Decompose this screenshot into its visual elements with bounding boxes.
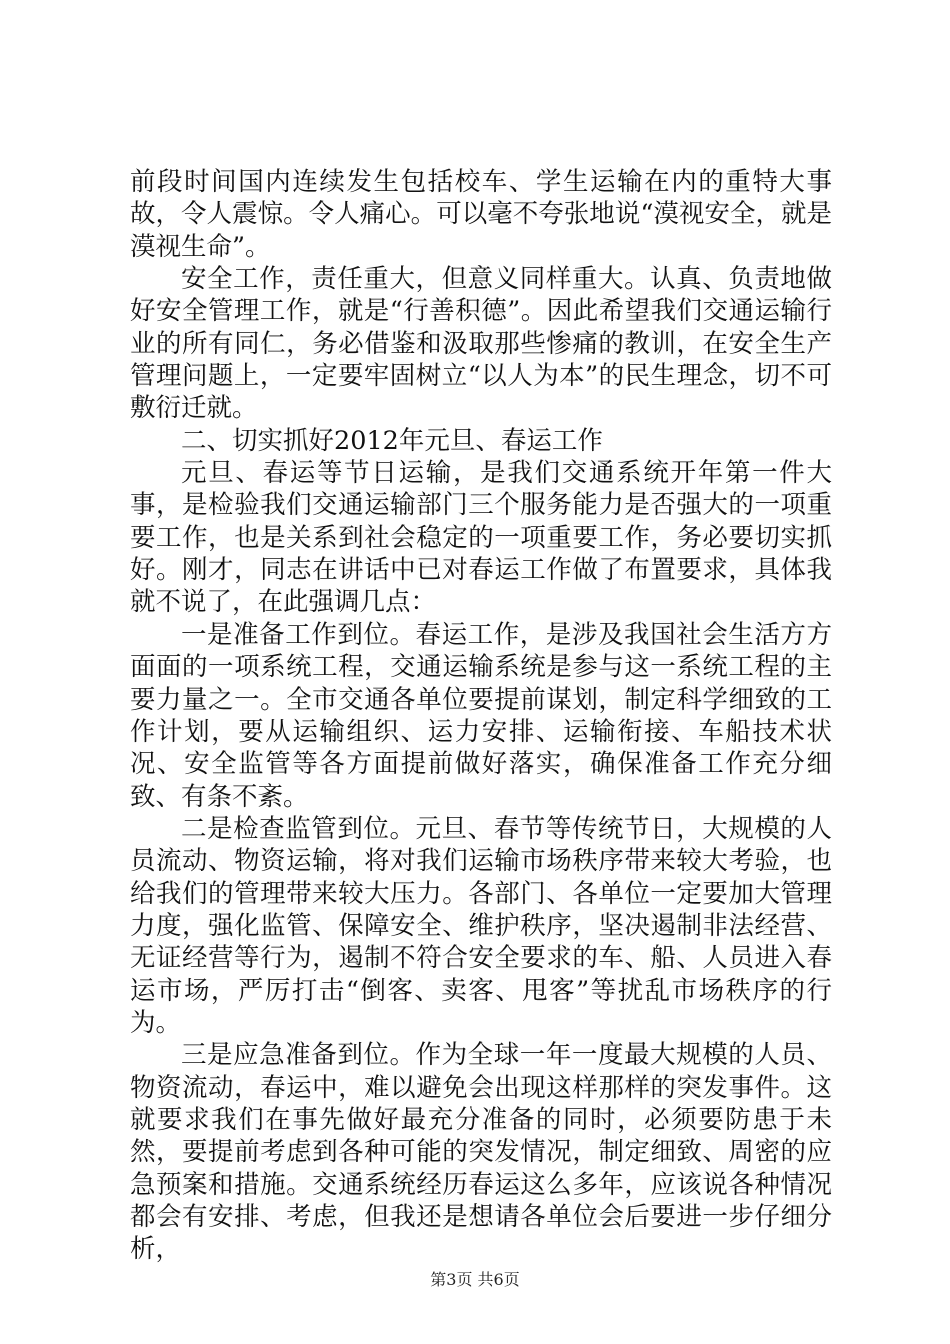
paragraph-continuation: 前段时间国内连续发生包括校车、学生运输在内的重特大事故，令人震惊。令人痛心。可以毫不夸张地说“漠视安全，就是漠视生命”。: [130, 167, 832, 262]
document-body: [130, 166, 832, 1266]
paragraph-safety-responsibility: 安全工作，责任重大，但意义同样重大。认真、负责地做好安全管理工作，就是“行善积德”。因此希望我们交通运输行业的所有同仁，务必借鉴和汲取那些惨痛的教训，在安全生产管理问题上，一定要牢固树立“以人为本”的民生理念，切不可敷衍迁就。: [130, 264, 832, 424]
paragraph-emergency: 三是应急准备到位。作为全球一年一度最大规模的人员、物资流动，春运中，难以避免会出现这样那样的突发事件。这就要求我们在事先做好最充分准备的同时，必须要防患于未然，要提前考虑到各种可能的突发情况，制定细致、周密的应急预案和措施。交通系统经历春运这么多年，应该说各种情况都会有安排、考虑，但我还是想请各单位会后要进一步仔细分析，: [130, 1040, 832, 1265]
paragraph-supervision: 二是检查监管到位。元旦、春节等传统节日，大规模的人员流动、物资运输，将对我们运输市场秩序带来较大考验，也给我们的管理带来较大压力。各部门、各单位一定要加大管理力度，强化监管、保障安全、维护秩序，坚决遏制非法经营、无证经营等行为，遏制不符合安全要求的车、船、人员进入春运市场，严厉打击“倒客、卖客、甩客”等扰乱市场秩序的行为。: [130, 813, 832, 1038]
page-number-footer: 第3页 共6页: [430, 1270, 520, 1289]
section-heading-new-year-spring-transport: 二、切实抓好2012年元旦、春运工作: [181, 425, 603, 456]
paragraph-holiday-transport: 元旦、春运等节日运输，是我们交通系统开年第一件大事，是检验我们交通运输部门三个服务能力是否强大的一项重要工作，也是关系到社会稳定的一项重要工作，务必要切实抓好。刚才，同志在讲话中已对春运工作做了布置要求，具体我就不说了，在此强调几点：: [130, 458, 832, 618]
paragraph-preparation: 一是准备工作到位。春运工作，是涉及我国社会生活方方面面的一项系统工程，交通运输系统是参与这一系统工程的主要力量之一。全市交通各单位要提前谋划，制定科学细致的工作计划，要从运输组织、运力安排、运输衔接、车船技术状况、安全监管等各方面提前做好落实，确保准备工作充分细致、有条不紊。: [130, 619, 832, 812]
